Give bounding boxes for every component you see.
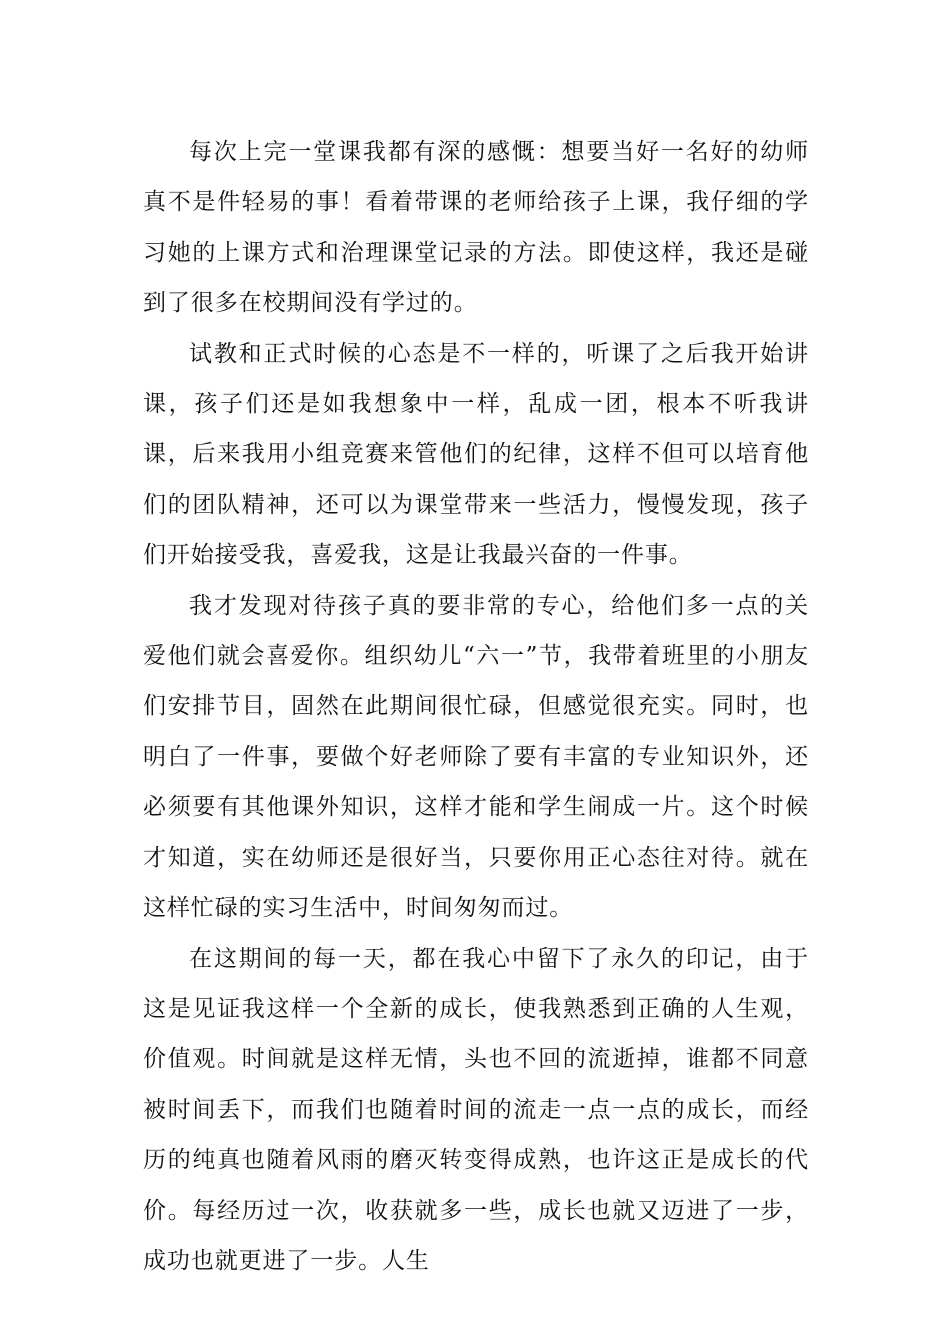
paragraph-4: 在这期间的每一天，都在我心中留下了永久的印记，由于这是见证我这样一个全新的成长，使我熟悉到正确的人生观，价值观。时间就是这样无情，头也不回的流逝掉，谁都不同意被时间丢下，而我们也随着时间的流走一点一点的成长，而经历的纯真也随着风雨的磨灭转变得成熟，也许这正是成长的代价。每经历过一次，收获就多一些，成长也就又迈进了一步，成功也就更进了一步。人生 bbox=[143, 945, 809, 1274]
paragraph-2: 试教和正式时候的心态是不一样的，听课了之后我开始讲课，孩子们还是如我想象中一样，乱成一团，根本不听我讲课，后来我用小组竞赛来管他们的纪律，这样不但可以培育他们的团队精神，还可以为课堂带来一些活力，慢慢发现，孩子们开始接受我，喜爱我，这是让我最兴奋的一件事。 bbox=[143, 340, 809, 569]
document-body bbox=[143, 127, 809, 1286]
paragraph-1: 每次上完一堂课我都有深的感慨：想要当好一名好的幼师真不是件轻易的事！看着带课的老师给孩子上课，我仔细的学习她的上课方式和治理课堂记录的方法。即使这样，我还是碰到了很多在校期间没有学过的。 bbox=[143, 139, 809, 317]
paragraph-3: 我才发现对待孩子真的要非常的专心，给他们多一点的关爱他们就会喜爱你。组织幼儿“六一”节，我带着班里的小朋友们安排节目，固然在此期间很忙碌，但感觉很充实。同时，也明白了一件事，要做个好老师除了要有丰富的专业知识外，还必须要有其他课外知识，这样才能和学生闹成一片。这个时候才知道，实在幼师还是很好当，只要你用正心态往对待。就在这样忙碌的实习生活中，时间匆匆而过。 bbox=[143, 592, 809, 922]
